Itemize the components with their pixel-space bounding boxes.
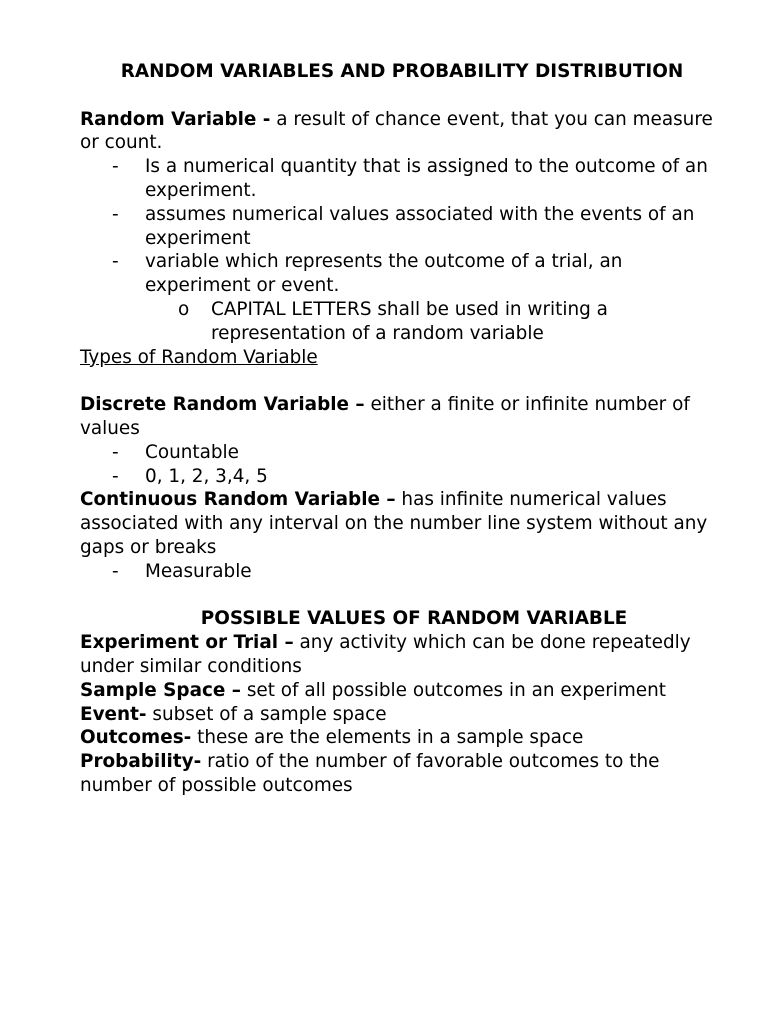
dash-marker: - — [112, 156, 119, 178]
blank-line — [80, 369, 720, 393]
list-item: - Countable — [112, 441, 239, 463]
random-variable-sub-bullets — [80, 298, 720, 346]
dash-marker: - — [112, 203, 119, 225]
list-item: - 0, 1, 2, 3,4, 5 — [112, 465, 268, 487]
discrete-definition: Discrete Random Variable – either a finite or infinite number of values — [80, 394, 690, 439]
circle-marker: o — [178, 298, 190, 320]
definition-probability: Probability- ratio of the number of favorable outcomes to the number of possible outcomes — [80, 751, 660, 796]
definition-sample-space: Sample Space – set of all possible outcomes in an experiment — [80, 679, 666, 701]
list-item: - Measurable — [112, 560, 252, 582]
dash-marker: - — [112, 441, 119, 463]
blank-line — [80, 584, 720, 608]
list-item: - assumes numerical values associated with the events of an experiment — [112, 203, 695, 249]
random-variable-text: a result of chance event, that you can measure or count. — [80, 108, 713, 154]
dash-marker: - — [112, 465, 119, 487]
discrete-bullets — [80, 441, 720, 489]
list-item: - variable which represents the outcome of a trial, an experiment or event. — [112, 251, 623, 297]
blank-line — [80, 84, 720, 108]
types-heading: Types of Random Variable — [80, 346, 318, 368]
list-item: o CAPITAL LETTERS shall be used in writing a representation of a random variable — [178, 298, 608, 344]
dash-marker: - — [112, 560, 119, 582]
dash-marker: - — [112, 251, 119, 273]
continuous-bullets — [80, 560, 720, 584]
list-item: - Is a numerical quantity that is assigned to the outcome of an experiment. — [112, 156, 708, 201]
random-variable-term: Random Variable - — [80, 108, 271, 130]
random-variable-definition — [80, 108, 720, 156]
definition-event: Event- subset of a sample space — [80, 703, 387, 725]
continuous-definition: Continuous Random Variable – has infinite numerical values associated with any interval on the number line system without any gaps or breaks — [80, 489, 708, 558]
random-variable-bullets — [80, 155, 720, 298]
discrete-term: Discrete Random Variable – — [80, 394, 365, 416]
possible-values-heading: POSSIBLE VALUES OF RANDOM VARIABLE — [200, 608, 628, 630]
definition-outcomes: Outcomes- these are the elements in a sample space — [80, 727, 584, 749]
document-title: RANDOM VARIABLES AND PROBABILITY DISTRIBUTION — [120, 61, 684, 82]
document-page — [80, 60, 720, 798]
continuous-term: Continuous Random Variable – — [80, 489, 396, 511]
definition-experiment: Experiment or Trial – any activity which can be done repeatedly under similar conditions — [80, 632, 691, 677]
